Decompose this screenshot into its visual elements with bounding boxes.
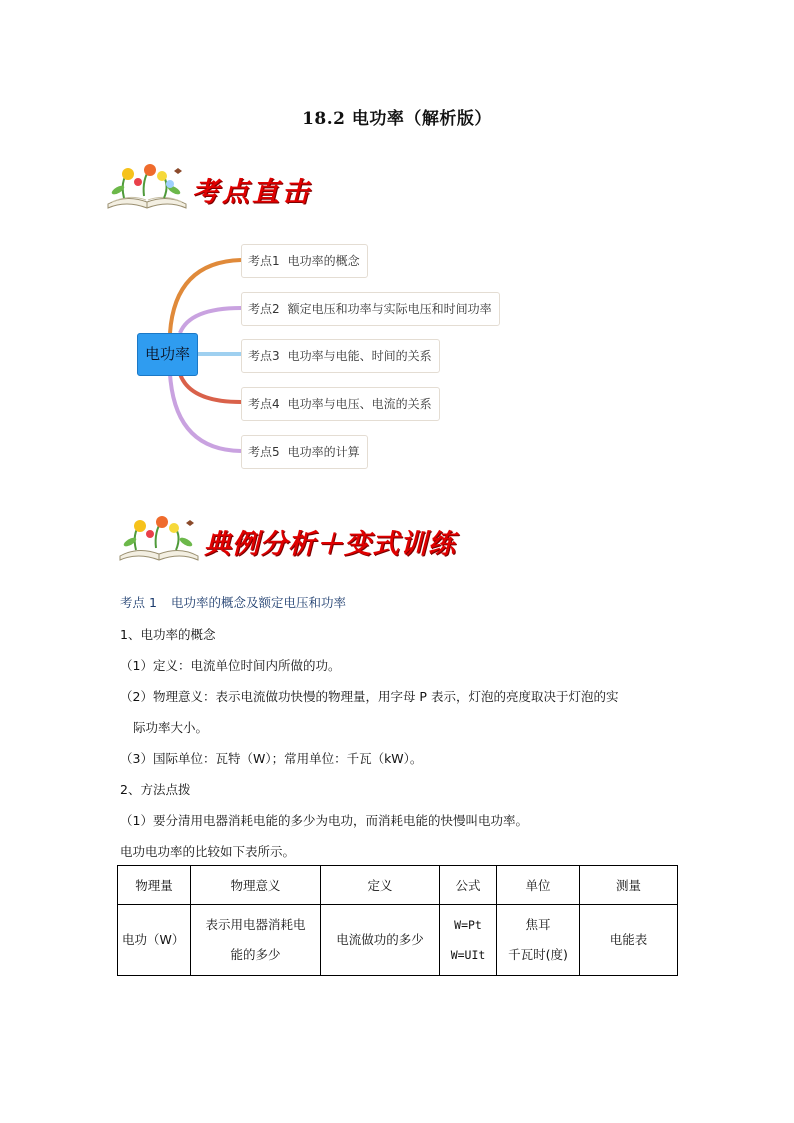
mind-map-center: 电功率 bbox=[137, 333, 198, 376]
paragraph-meaning: （2）物理意义：表示电流做功快慢的物理量，用字母 P 表示，灯泡的亮度取决于灯泡的实 bbox=[120, 689, 619, 704]
table-cell-formula: W=Pt W=UIt bbox=[440, 905, 497, 976]
mind-map bbox=[120, 230, 520, 480]
table-header-row bbox=[118, 866, 678, 905]
comparison-table bbox=[117, 865, 678, 976]
mind-map-node-5: 考点5 电功率的计算 bbox=[241, 435, 368, 469]
table-header: 物理意义 bbox=[191, 866, 321, 905]
banner-title: 考点直击 bbox=[192, 177, 312, 208]
banner-examples bbox=[116, 516, 496, 576]
table-cell-meaning: 表示用电器消耗电 能的多少 bbox=[191, 905, 321, 976]
table-header: 公式 bbox=[440, 866, 497, 905]
table-cell-quantity: 电功（W） bbox=[118, 905, 191, 976]
mind-map-node-3: 考点3 电功率与电能、时间的关系 bbox=[241, 339, 440, 373]
mind-map-node-2: 考点2 额定电压和功率与实际电压和时间功率 bbox=[241, 292, 500, 326]
open-book-flowers-icon bbox=[116, 516, 202, 564]
banner-title: 典例分析＋变式训练 bbox=[204, 529, 456, 560]
paragraph-units: （3）国际单位：瓦特（W）；常用单位：千瓦（kW）。 bbox=[120, 751, 423, 766]
table-header: 物理量 bbox=[118, 866, 191, 905]
page-title: 18.2 电功率（解析版） bbox=[302, 109, 492, 129]
table-header: 单位 bbox=[497, 866, 580, 905]
mind-map-node-1: 考点1 电功率的概念 bbox=[241, 244, 368, 278]
section-heading: 考点 1 电功率的概念及额定电压和功率 bbox=[120, 595, 346, 610]
table-cell-measure: 电能表 bbox=[580, 905, 678, 976]
paragraph-meaning-cont: 际功率大小。 bbox=[133, 720, 209, 735]
open-book-flowers-icon bbox=[104, 164, 190, 212]
table-header: 测量 bbox=[580, 866, 678, 905]
table-header: 定义 bbox=[321, 866, 440, 905]
paragraph-method: （1）要分清用电器消耗电能的多少为电功，而消耗电能的快慢叫电功率。 bbox=[120, 813, 528, 828]
table-cell-unit: 焦耳 千瓦时(度) bbox=[497, 905, 580, 976]
heading-method: 2、方法点拨 bbox=[120, 782, 191, 797]
table-row bbox=[118, 905, 678, 976]
banner-key-points bbox=[104, 164, 424, 224]
paragraph-definition: （1）定义：电流单位时间内所做的功。 bbox=[120, 658, 341, 673]
mind-map-node-4: 考点4 电功率与电压、电流的关系 bbox=[241, 387, 440, 421]
paragraph-table-intro: 电功电功率的比较如下表所示。 bbox=[120, 844, 296, 859]
table-cell-definition: 电流做功的多少 bbox=[321, 905, 440, 976]
heading-concept: 1、电功率的概念 bbox=[120, 627, 216, 642]
